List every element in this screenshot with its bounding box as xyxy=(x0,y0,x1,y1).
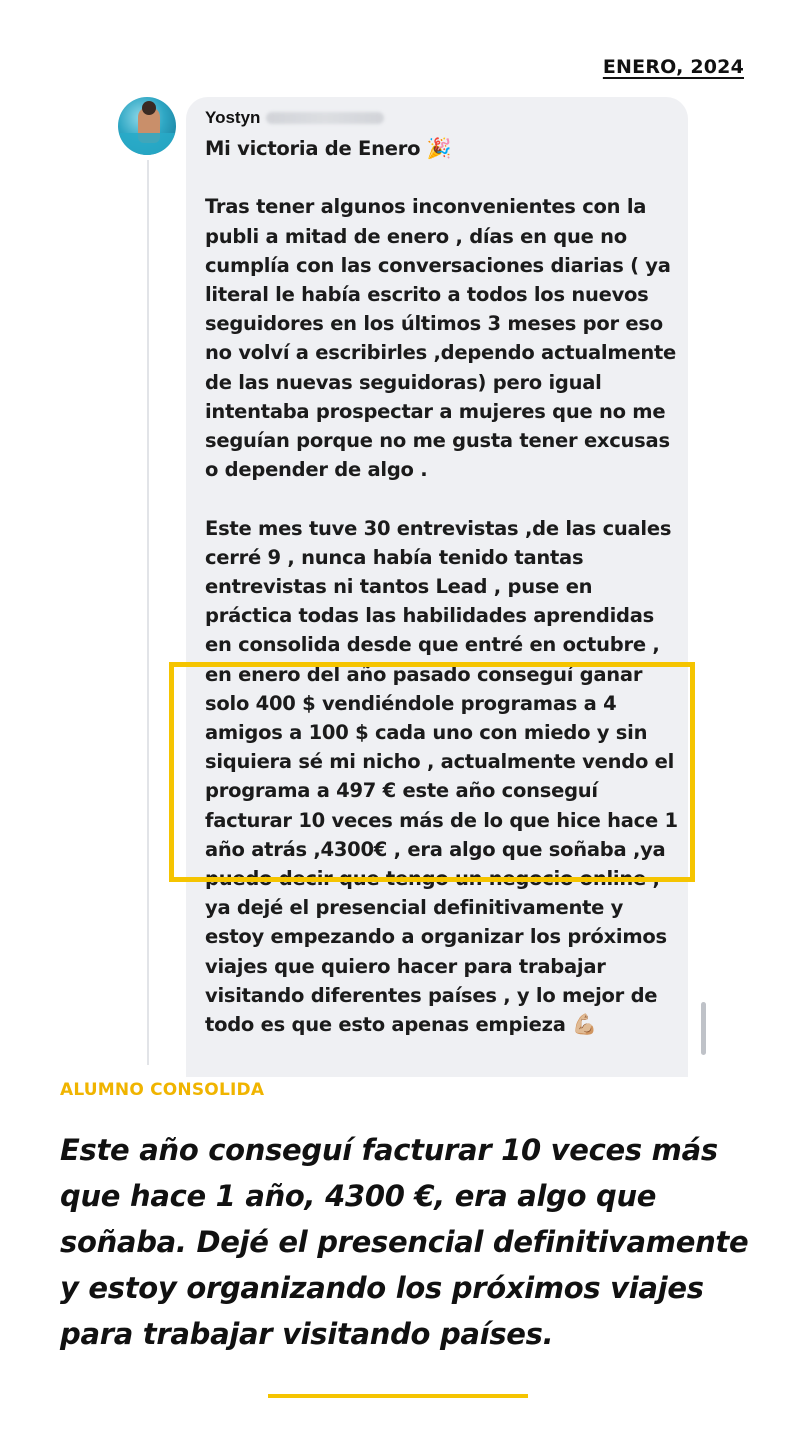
quote-line: Este año conseguí facturar 10 veces más xyxy=(60,1133,718,1167)
thread-line xyxy=(147,160,149,1065)
message-line: publi a mitad de enero , días en que no xyxy=(205,224,627,248)
avatar-water-shape xyxy=(118,133,176,155)
blurred-surname xyxy=(266,112,384,124)
flexed-biceps-icon: 💪🏼 xyxy=(572,1012,597,1037)
message-line: Tras tener algunos inconvenientes con la xyxy=(205,195,647,219)
message-line: Este mes tuve 30 entrevistas ,de las cuales xyxy=(205,516,672,540)
message-line: en consolida desde que entré en octubre , xyxy=(205,633,660,657)
message-line: de las nuevas seguidoras) pero igual xyxy=(205,370,602,394)
accent-divider xyxy=(268,1394,528,1398)
message-line: ya dejé el presencial definitivamente y xyxy=(205,896,624,920)
message-line: puedo decir que tengo un negocio online , xyxy=(205,867,660,891)
message-title xyxy=(205,134,680,163)
message-line: viajes que quiero hacer para trabajar xyxy=(205,954,606,978)
quote-line: que hace 1 año, 4300 €, era algo que xyxy=(60,1179,657,1213)
message-line: intentaba prospectar a mujeres que no me xyxy=(205,399,666,423)
message-line: no volví a escribirles ,dependo actualmente xyxy=(205,341,677,365)
message-line: estoy empezando a organizar los próximos xyxy=(205,925,667,949)
message-line: en enero del año pasado conseguí ganar xyxy=(205,662,643,686)
quote-line: soñaba. Dejé el presencial definitivamente xyxy=(60,1225,749,1259)
message-line: facturar 10 veces más de lo que hice hace 1 xyxy=(205,808,678,832)
message-line: práctica todas las habilidades aprendidas xyxy=(205,604,654,628)
message-line: o depender de algo . xyxy=(205,458,428,482)
message-scrollbar[interactable] xyxy=(701,1002,706,1055)
message-line: literal le había escrito a todos los nuevos xyxy=(205,283,649,306)
message-line: cerré 9 , nunca había tenido tantas xyxy=(205,545,584,569)
quote-line: y estoy organizando los próximos viajes xyxy=(60,1271,704,1305)
message-line: siquiera sé mi nicho , actualmente vendo el xyxy=(205,750,675,774)
message-body xyxy=(205,134,680,1039)
author-name[interactable] xyxy=(205,108,384,128)
party-popper-icon: 🎉 xyxy=(426,136,452,160)
avatar-head-shape xyxy=(142,101,156,115)
message-line: todo es que esto apenas empieza xyxy=(205,1013,566,1037)
message-line: cumplía con las conversaciones diarias ( ya xyxy=(205,253,671,277)
avatar[interactable] xyxy=(118,97,176,155)
message-title-text: Mi victoria de Enero xyxy=(205,137,421,160)
message-line: seguidores en los últimos 3 meses por eso xyxy=(205,312,663,336)
message-line: año atrás ,4300€ , era algo que soñaba ,ya xyxy=(205,837,666,861)
message-paragraph-1 xyxy=(205,192,680,484)
author-first-name: Yostyn xyxy=(205,108,261,127)
message-line: visitando diferentes países , y lo mejor de xyxy=(205,983,658,1007)
testimonial-role: ALUMNO CONSOLIDA xyxy=(60,1080,265,1100)
paragraph-gap xyxy=(205,484,680,513)
quote-line: para trabajar visitando países. xyxy=(60,1317,554,1351)
message-line: amigos a 100 $ cada uno con miedo y sin xyxy=(205,721,648,745)
date-heading: ENERO, 2024 xyxy=(602,56,744,78)
message-line: programa a 497 € este año conseguí xyxy=(205,779,598,803)
testimonial-quote xyxy=(60,1127,790,1357)
message-line: solo 400 $ vendiéndole programas a 4 xyxy=(205,691,617,715)
paragraph-gap xyxy=(205,163,680,192)
highlight-box xyxy=(169,662,695,882)
message-line: seguían porque no me gusta tener excusas xyxy=(205,429,670,453)
message-line: entrevistas ni tantos Lead , puse en xyxy=(205,575,593,599)
